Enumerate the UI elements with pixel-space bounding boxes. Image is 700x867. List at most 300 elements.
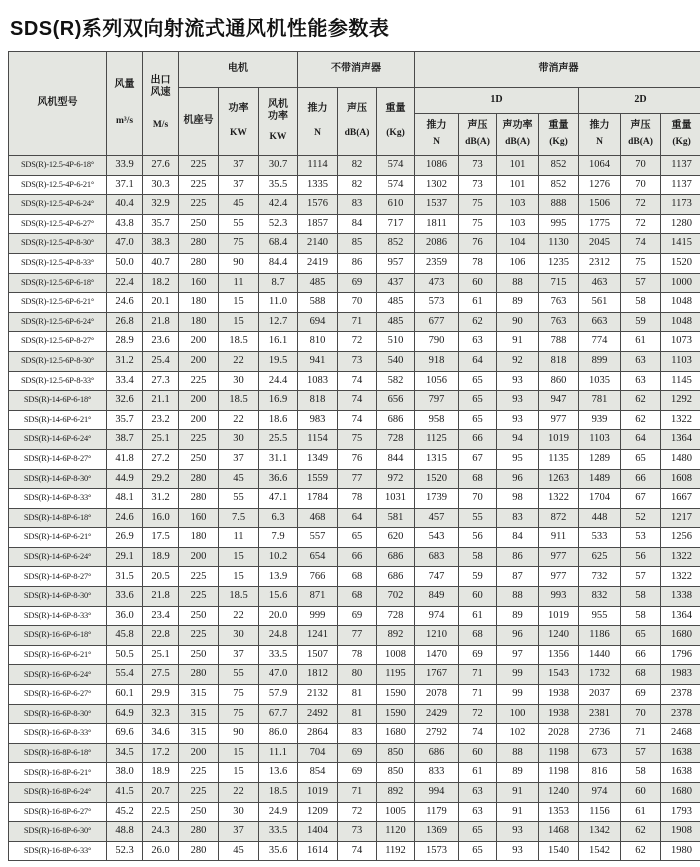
value-cell: 65 [621,449,661,469]
value-cell: 32.6 [107,391,143,411]
value-cell: 581 [377,508,415,528]
value-cell: 844 [377,449,415,469]
value-cell: 1908 [661,822,700,842]
value-cell: 2429 [415,704,459,724]
header-label: 机座号 [183,115,214,127]
value-cell: 1179 [415,802,459,822]
value-cell: 27.3 [143,371,179,391]
value-cell: 999 [298,606,338,626]
value-cell: 250 [179,606,219,626]
value-cell: 73 [459,156,497,176]
value-cell: 1217 [661,508,700,528]
col-header-1d-sound-pressure [459,114,497,156]
value-cell: 55 [219,665,259,685]
value-cell: 63 [621,371,661,391]
header-label: 推力 [589,119,610,131]
value-cell: 74 [338,410,377,430]
value-cell: 35.5 [259,175,298,195]
value-cell: 939 [579,410,621,430]
value-cell: 974 [579,783,621,803]
value-cell: 69 [338,606,377,626]
value-cell: 61 [621,802,661,822]
value-cell: 75 [219,685,259,705]
value-cell: 86.0 [259,724,298,744]
value-cell: 30 [219,430,259,450]
value-cell: 71 [459,685,497,705]
value-cell: 955 [579,606,621,626]
value-cell: 1240 [539,626,579,646]
value-cell: 99 [497,685,539,705]
value-cell: 60 [459,743,497,763]
value-cell: 76 [338,449,377,469]
value-cell: 68 [621,665,661,685]
value-cell: 58 [621,763,661,783]
value-cell: 200 [179,391,219,411]
value-cell: 62 [621,822,661,842]
value-cell: 64 [459,351,497,371]
col-header-ns-weight [377,88,415,156]
value-cell: 21.8 [143,312,179,332]
value-cell: 33.4 [107,371,143,391]
value-cell: 28.9 [107,332,143,352]
value-cell: 180 [179,293,219,313]
value-cell: 1667 [661,489,700,509]
value-cell: 1349 [298,449,338,469]
value-cell: 77 [338,469,377,489]
value-cell: 677 [415,312,459,332]
value-cell: 2792 [415,724,459,744]
group-header-silencer: 带消声器 [415,52,700,88]
value-cell: 30 [219,802,259,822]
value-cell: 620 [377,528,415,548]
value-cell: 1019 [539,430,579,450]
value-cell: 65 [621,626,661,646]
value-cell: 64 [338,508,377,528]
value-cell: 38.7 [107,430,143,450]
value-cell: 65 [459,841,497,861]
value-cell: 57.9 [259,685,298,705]
value-cell: 1048 [661,293,700,313]
value-cell: 1353 [539,802,579,822]
table-row [9,449,700,469]
value-cell: 781 [579,391,621,411]
value-cell: 37 [219,175,259,195]
value-cell: 58 [621,606,661,626]
value-cell: 27.2 [143,449,179,469]
model-cell: SDS(R)-16-6P-6-24° [9,665,107,685]
model-cell: SDS(R)-16-6P-6-21° [9,645,107,665]
value-cell: 71 [338,312,377,332]
value-cell: 62 [621,841,661,861]
value-cell: 29.9 [143,685,179,705]
value-cell: 15 [219,567,259,587]
value-cell: 84.4 [259,253,298,273]
header-unit: dB(A) [505,137,530,148]
value-cell: 58 [621,587,661,607]
value-cell: 90 [219,724,259,744]
value-cell: 68 [459,626,497,646]
model-cell: SDS(R)-14-6P-6-21° [9,410,107,430]
value-cell: 1322 [661,567,700,587]
value-cell: 81 [338,685,377,705]
value-cell: 27.5 [143,665,179,685]
value-cell: 673 [579,743,621,763]
model-cell: SDS(R)-16-6P-8-30° [9,704,107,724]
value-cell: 24.6 [107,293,143,313]
header-unit: (Kg) [672,137,691,148]
value-cell: 62 [621,391,661,411]
value-cell: 45.8 [107,626,143,646]
value-cell: 37 [219,822,259,842]
value-cell: 58 [621,293,661,313]
value-cell: 11 [219,273,259,293]
value-cell: 1811 [415,214,459,234]
header-unit: (Kg) [549,137,568,148]
value-cell: 1322 [661,547,700,567]
value-cell: 200 [179,547,219,567]
value-cell: 1235 [539,253,579,273]
value-cell: 16.9 [259,391,298,411]
value-cell: 68 [338,587,377,607]
model-cell: SDS(R)-16-8P-6-18° [9,743,107,763]
value-cell: 1576 [298,195,338,215]
value-cell: 200 [179,332,219,352]
value-cell: 93 [497,841,539,861]
value-cell: 1263 [539,469,579,489]
value-cell: 1470 [415,645,459,665]
col-header-ns-sound-pressure [338,88,377,156]
value-cell: 22 [219,606,259,626]
value-cell: 683 [415,547,459,567]
value-cell: 26.0 [143,841,179,861]
value-cell: 250 [179,449,219,469]
value-cell: 1704 [579,489,621,509]
value-cell: 1404 [298,822,338,842]
value-cell: 34.6 [143,724,179,744]
value-cell: 76 [459,234,497,254]
value-cell: 47.0 [259,665,298,685]
value-cell: 1614 [298,841,338,861]
value-cell: 35.6 [259,841,298,861]
value-cell: 60 [459,273,497,293]
model-cell: SDS(R)-12.5-6P-8-33° [9,371,107,391]
value-cell: 957 [377,253,415,273]
value-cell: 1364 [661,606,700,626]
value-cell: 25.5 [259,430,298,450]
header-label: 重量 [671,119,692,131]
value-cell: 85 [338,234,377,254]
value-cell: 573 [415,293,459,313]
value-cell: 1680 [661,783,700,803]
value-cell: 728 [377,430,415,450]
col-header-ns-thrust [298,88,338,156]
model-cell: SDS(R)-12.5-6P-6-18° [9,273,107,293]
header-unit: M/s [152,120,169,131]
value-cell: 81 [338,704,377,724]
value-cell: 1537 [415,195,459,215]
header-label: 风机型号 [37,97,78,109]
value-cell: 1543 [539,665,579,685]
value-cell: 180 [179,528,219,548]
value-cell: 1019 [539,606,579,626]
value-cell: 35.7 [143,214,179,234]
value-cell: 1073 [661,332,700,352]
value-cell: 2086 [415,234,459,254]
value-cell: 1520 [661,253,700,273]
value-cell: 686 [377,547,415,567]
value-cell: 200 [179,743,219,763]
header-unit: (Kg) [386,128,405,139]
value-cell: 225 [179,587,219,607]
value-cell: 20.5 [143,567,179,587]
value-cell: 1342 [579,822,621,842]
value-cell: 1145 [661,371,700,391]
table-row [9,371,700,391]
model-cell: SDS(R)-12.5-4P-8-30° [9,234,107,254]
model-cell: SDS(R)-12.5-4P-6-27° [9,214,107,234]
value-cell: 1590 [377,704,415,724]
value-cell: 40.7 [143,253,179,273]
value-cell: 1315 [415,449,459,469]
value-cell: 18.5 [219,587,259,607]
value-cell: 15 [219,293,259,313]
value-cell: 8.7 [259,273,298,293]
value-cell: 1173 [661,195,700,215]
value-cell: 1005 [377,802,415,822]
header-label: 声压 [467,119,488,131]
value-cell: 98 [497,489,539,509]
value-cell: 1440 [579,645,621,665]
value-cell: 64 [621,430,661,450]
value-cell: 70 [338,293,377,313]
value-cell: 88 [497,587,539,607]
value-cell: 6.3 [259,508,298,528]
value-cell: 100 [497,704,539,724]
value-cell: 1573 [415,841,459,861]
value-cell: 160 [179,273,219,293]
value-cell: 23.4 [143,606,179,626]
value-cell: 72 [459,704,497,724]
value-cell: 871 [298,587,338,607]
value-cell: 1198 [539,743,579,763]
value-cell: 995 [539,214,579,234]
value-cell: 315 [179,685,219,705]
value-cell: 71 [621,724,661,744]
value-cell: 60 [459,587,497,607]
table-row [9,156,700,176]
value-cell: 656 [377,391,415,411]
value-cell: 69 [338,273,377,293]
value-cell: 852 [539,156,579,176]
value-cell: 27.6 [143,156,179,176]
table-row [9,293,700,313]
value-cell: 69 [621,685,661,705]
value-cell: 1186 [579,626,621,646]
value-cell: 280 [179,469,219,489]
value-cell: 63 [621,351,661,371]
value-cell: 872 [539,508,579,528]
value-cell: 52 [621,508,661,528]
value-cell: 1302 [415,175,459,195]
value-cell: 86 [497,547,539,567]
value-cell: 15 [219,743,259,763]
value-cell: 25.4 [143,351,179,371]
value-cell: 974 [415,606,459,626]
value-cell: 225 [179,763,219,783]
table-row [9,587,700,607]
value-cell: 55 [459,508,497,528]
table-row [9,312,700,332]
col-header-1d-weight [539,114,579,156]
value-cell: 74 [338,371,377,391]
value-cell: 540 [377,351,415,371]
header-label: 重量 [548,119,569,131]
value-cell: 22.8 [143,626,179,646]
value-cell: 75 [338,430,377,450]
value-cell: 1638 [661,743,700,763]
value-cell: 225 [179,371,219,391]
value-cell: 41.5 [107,783,143,803]
value-cell: 91 [497,332,539,352]
model-cell: SDS(R)-14-6P-8-30° [9,587,107,607]
value-cell: 26.8 [107,312,143,332]
value-cell: 972 [377,469,415,489]
value-cell: 78 [338,645,377,665]
value-cell: 75 [459,214,497,234]
value-cell: 888 [539,195,579,215]
value-cell: 48.8 [107,822,143,842]
value-cell: 852 [377,234,415,254]
value-cell: 510 [377,332,415,352]
value-cell: 225 [179,195,219,215]
value-cell: 13.9 [259,567,298,587]
value-cell: 694 [298,312,338,332]
value-cell: 180 [179,312,219,332]
value-cell: 1559 [298,469,338,489]
table-body [9,156,700,861]
value-cell: 102 [497,724,539,744]
value-cell: 250 [179,214,219,234]
value-cell: 200 [179,351,219,371]
value-cell: 250 [179,802,219,822]
value-cell: 860 [539,371,579,391]
value-cell: 816 [579,763,621,783]
value-cell: 57 [621,273,661,293]
value-cell: 17.2 [143,743,179,763]
value-cell: 70 [621,704,661,724]
value-cell: 69 [338,763,377,783]
value-cell: 60.1 [107,685,143,705]
value-cell: 18.9 [143,763,179,783]
value-cell: 68.4 [259,234,298,254]
value-cell: 1793 [661,802,700,822]
value-cell: 2140 [298,234,338,254]
value-cell: 1064 [579,156,621,176]
value-cell: 106 [497,253,539,273]
value-cell: 30.7 [259,156,298,176]
table-row [9,430,700,450]
value-cell: 95 [497,449,539,469]
value-cell: 73 [338,822,377,842]
value-cell: 80 [338,665,377,685]
value-cell: 19.5 [259,351,298,371]
value-cell: 1135 [539,449,579,469]
value-cell: 797 [415,391,459,411]
value-cell: 38.3 [143,234,179,254]
value-cell: 69.6 [107,724,143,744]
value-cell: 15 [219,312,259,332]
value-cell: 32.9 [143,195,179,215]
value-cell: 818 [539,351,579,371]
value-cell: 2359 [415,253,459,273]
value-cell: 315 [179,724,219,744]
col-header-2d-weight [661,114,700,156]
value-cell: 1322 [539,489,579,509]
value-cell: 977 [539,567,579,587]
value-cell: 38.0 [107,763,143,783]
value-cell: 2132 [298,685,338,705]
value-cell: 1103 [579,430,621,450]
value-cell: 22.4 [107,273,143,293]
header-label: 出口风速 [150,74,171,98]
value-cell: 1154 [298,430,338,450]
value-cell: 1192 [377,841,415,861]
value-cell: 717 [377,214,415,234]
table-row [9,351,700,371]
col-header-outlet-speed [143,52,179,156]
value-cell: 66 [459,430,497,450]
value-cell: 1638 [661,763,700,783]
value-cell: 582 [377,371,415,391]
value-cell: 1048 [661,312,700,332]
value-cell: 88 [497,743,539,763]
value-cell: 448 [579,508,621,528]
value-cell: 20.0 [259,606,298,626]
value-cell: 67 [621,489,661,509]
value-cell: 610 [377,195,415,215]
model-cell: SDS(R)-16-8P-6-24° [9,783,107,803]
value-cell: 850 [377,763,415,783]
value-cell: 103 [497,214,539,234]
value-cell: 18.5 [259,783,298,803]
value-cell: 62 [621,410,661,430]
header-unit: dB(A) [344,128,370,139]
value-cell: 33.6 [107,587,143,607]
value-cell: 78 [459,253,497,273]
value-cell: 1489 [579,469,621,489]
value-cell: 84 [497,528,539,548]
value-cell: 88 [497,273,539,293]
value-cell: 225 [179,783,219,803]
value-cell: 533 [579,528,621,548]
value-cell: 101 [497,175,539,195]
col-header-airflow [107,52,143,156]
table-row [9,802,700,822]
value-cell: 832 [579,587,621,607]
value-cell: 103 [497,195,539,215]
value-cell: 747 [415,567,459,587]
table-row [9,547,700,567]
value-cell: 73 [459,175,497,195]
value-cell: 89 [497,763,539,783]
value-cell: 72 [621,195,661,215]
value-cell: 2378 [661,704,700,724]
value-cell: 32.3 [143,704,179,724]
model-cell: SDS(R)-12.5-6P-6-21° [9,293,107,313]
header-unit: N [433,137,440,148]
value-cell: 70 [459,489,497,509]
value-cell: 1542 [579,841,621,861]
